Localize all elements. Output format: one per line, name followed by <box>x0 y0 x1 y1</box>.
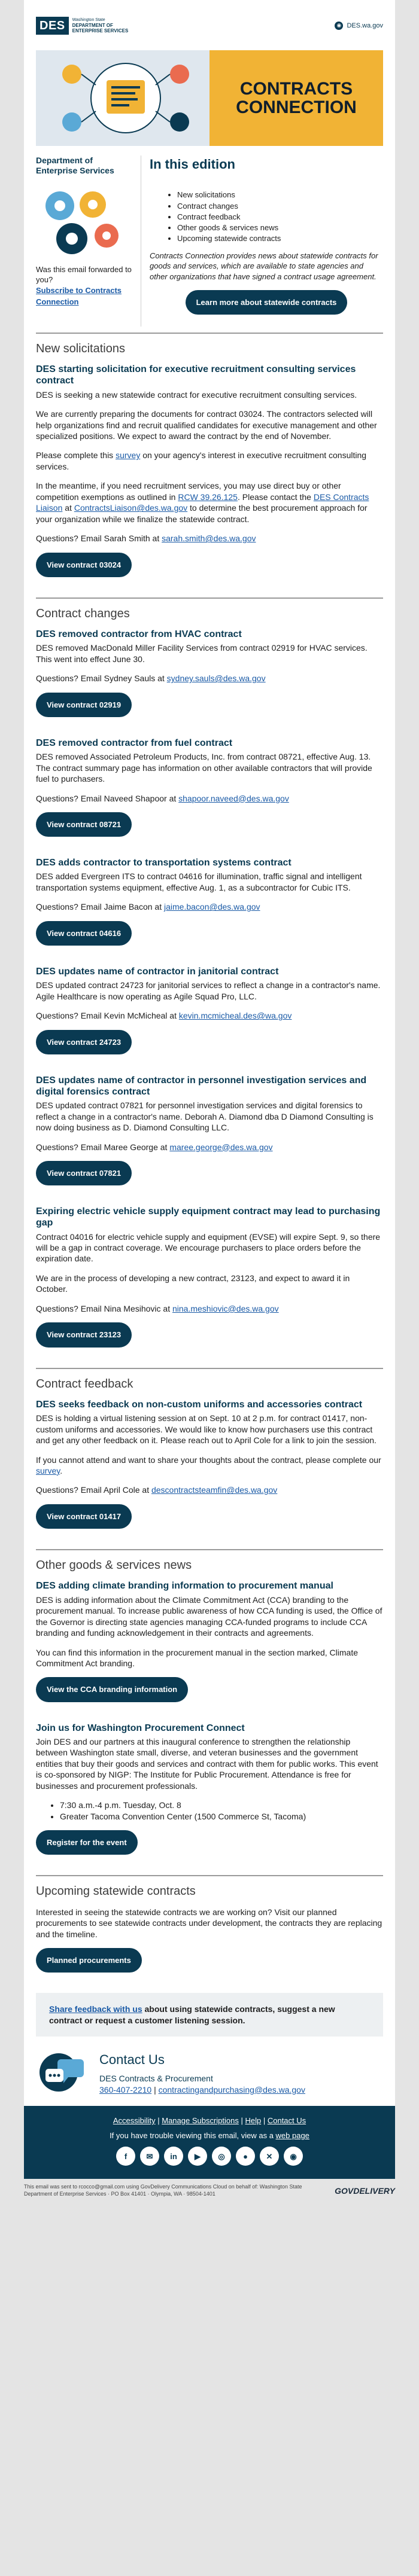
liaison-link[interactable]: DES Contracts Liaison <box>36 492 369 513</box>
des-logo-box: DES <box>36 17 69 35</box>
logo-line2: DEPARTMENT OF <box>72 23 113 29</box>
footer <box>24 2106 395 2179</box>
edition-item: • New solicitations <box>177 190 383 200</box>
edition-item: • Other goods & services news <box>177 222 383 233</box>
section-heading: New solicitations <box>36 333 383 356</box>
footer-help <box>36 2130 383 2141</box>
flickr-icon[interactable]: ● <box>236 2147 255 2166</box>
email-link[interactable]: descontractsteamfin@des.wa.gov <box>151 1485 278 1495</box>
contact-details <box>99 2051 305 2095</box>
chat-icon <box>36 2051 90 2093</box>
des-logo-text <box>72 18 129 33</box>
questions-text <box>36 901 383 912</box>
article-text: Contract 04016 for electric vehicle supply and equipment (EVSE) will expire Sept. 9, so there will be a gap in contract coverage. We encourage purchasers to place orders before the expiration date. <box>36 1231 381 1264</box>
view-contract-button[interactable]: View contract 03024 <box>36 553 132 577</box>
upcoming-section <box>24 1875 395 1973</box>
section-heading: Contract changes <box>36 597 383 621</box>
email-link[interactable]: jaime.bacon@des.wa.gov <box>164 902 260 912</box>
des-logo[interactable] <box>36 17 128 35</box>
planned-procurements-button[interactable]: Planned procurements <box>36 1948 142 1973</box>
top-bar <box>24 0 395 50</box>
article-text: We are in the process of developing a new contract, 23123, and expect to award it in October. <box>36 1273 350 1294</box>
article-text <box>36 480 383 525</box>
article-text: DES removed MacDonald Miller Facility Services from contract 02919 for HVAC services. This went into effect June 30. <box>36 643 368 664</box>
hero-title <box>236 80 357 117</box>
footer-sep: | <box>261 2116 268 2126</box>
section-heading: Other goods & services news <box>36 1549 383 1573</box>
article-title: DES removed contractor from fuel contract <box>36 738 233 749</box>
article-title: DES updates name of contractor in janitorial contract <box>36 967 279 977</box>
article-text: DES removed Associated Petroleum Products, Inc. from contract 08721, effective Aug. 13. The contract summary page has information on other available contractors that will provide fuel to purchasers. <box>36 752 372 784</box>
article-transportation <box>36 857 383 946</box>
event-details <box>60 1800 383 1822</box>
email-link[interactable]: nina.meshiovic@des.wa.gov <box>172 1303 279 1313</box>
email-link[interactable]: shapoor.naveed@des.wa.gov <box>178 793 289 803</box>
article-title: DES seeks feedback on non-custom uniforms and accessories contract <box>36 1399 363 1410</box>
article-cca-branding <box>36 1580 383 1702</box>
learn-more-button[interactable]: Learn more about statewide contracts <box>186 290 348 315</box>
footer-link-manage[interactable]: Manage Subscriptions <box>162 2116 239 2126</box>
share-feedback-text: about using statewide contracts, suggest a new contract or request a customer listening session. <box>49 2004 335 2025</box>
facebook-icon[interactable]: f <box>116 2147 135 2166</box>
hero-title-line2: CONNECTION <box>236 97 357 118</box>
text-span: Questions? Email Naveed Shapoor at <box>36 793 179 803</box>
article-janitorial <box>36 966 383 1054</box>
view-contract-button[interactable]: View contract 08721 <box>36 812 132 837</box>
article-text <box>36 450 383 472</box>
changes-section <box>24 597 395 1348</box>
section-heading: Upcoming statewide contracts <box>36 1875 383 1899</box>
view-contract-button[interactable]: View contract 24723 <box>36 1030 132 1054</box>
article-title: DES removed contractor from HVAC contract <box>36 629 242 640</box>
contact-phone-link[interactable]: 360-407-2210 <box>99 2084 152 2095</box>
footer-sep: | <box>155 2116 162 2126</box>
questions-text <box>36 673 383 684</box>
govdelivery-footer <box>24 2179 395 2209</box>
article-title: Expiring electric vehicle supply equipment contract may lead to purchasing gap <box>36 1206 381 1228</box>
article-text: Interested in seeing the statewide contracts we are working on? Visit our planned procurements to see statewide contracts under development, the contracts they are replacing and the timeline. <box>36 1907 382 1939</box>
article-title: DES adds contractor to transportation systems contract <box>36 858 292 868</box>
contact-lines <box>99 2084 305 2095</box>
threads-icon[interactable]: ◉ <box>284 2147 303 2166</box>
site-link[interactable] <box>335 22 383 31</box>
questions-text <box>36 1303 383 1314</box>
email-container <box>24 0 395 2179</box>
questions-text <box>36 1142 383 1153</box>
contact-email-link[interactable]: contractingandpurchasing@des.wa.gov <box>158 2084 305 2095</box>
view-contract-button[interactable]: View contract 23123 <box>36 1322 132 1347</box>
cca-info-button[interactable]: View the CCA branding information <box>36 1677 188 1702</box>
edition-panel <box>141 156 383 326</box>
article-uniforms <box>36 1399 383 1529</box>
article-fuel <box>36 737 383 837</box>
article-text: DES updated contract 24723 for janitorial services to reflect a change in a contractor's name. Agile Healthcare is now operating as Agile Squad Pro, LLC. <box>36 980 381 1001</box>
text-span: In the meantime, if you need recruitment services, you may use direct buy or other competition exemptions as outlined in <box>36 481 341 502</box>
youtube-icon[interactable]: ▶ <box>188 2147 207 2166</box>
text-span: to determine the best procurement approach for your organization while we finalize the statewide contract. <box>36 503 368 524</box>
questions-text <box>36 793 383 804</box>
article-text: DES is holding a virtual listening session at on Sept. 10 at 2 p.m. for contract 01417, non-custom uniforms and accessories. We would like to know how purchasers use this contract and get any other feedback on it. Please reach out to April Cole for a link to join the session. <box>36 1413 377 1446</box>
edition-item: • Contract feedback <box>177 212 383 222</box>
text-span: at <box>62 503 74 513</box>
web-page-link[interactable]: web page <box>275 2131 309 2141</box>
share-feedback-link[interactable]: Share feedback with us <box>49 2004 142 2014</box>
article-upcoming <box>36 1907 383 1973</box>
article-text <box>36 1455 383 1477</box>
email-link[interactable]: maree.george@des.wa.gov <box>169 1142 273 1152</box>
logo-line3: ENTERPRISE SERVICES <box>72 28 129 34</box>
hero-title-line1: CONTRACTS <box>239 78 353 99</box>
contact-sep: | <box>151 2084 159 2095</box>
footer-links <box>36 2115 383 2126</box>
article-title: DES starting solicitation for executive recruitment consulting services contract <box>36 364 356 386</box>
article-text: Join DES and our partners at this inaugural conference to strengthen the relationship between Washington state small, diverse, and veteran businesses and the government entities that buy their goods and services and contract with them for public works. This event is co-sponsored by NIGP: The Institute for Public Procurement. Attendance is free for businesses and procurement professionals. <box>36 1736 378 1791</box>
view-contract-button[interactable]: View contract 07821 <box>36 1161 132 1185</box>
event-location: • Greater Tacoma Convention Center (1500 Commerce St, Tacoma) <box>60 1811 383 1822</box>
footer-link-contact[interactable]: Contact Us <box>267 2116 306 2126</box>
intro-section <box>24 146 395 326</box>
article-procurement-connect <box>36 1723 383 1855</box>
view-contract-button[interactable]: View contract 01417 <box>36 1504 132 1529</box>
article-title: DES updates name of contractor in personnel investigation services and digital forensics contract <box>36 1075 367 1097</box>
text-span: If you cannot attend and want to share your thoughts about the contract, please complete our <box>36 1455 381 1465</box>
share-section <box>24 1993 395 2037</box>
other-news-section <box>24 1549 395 1855</box>
event-time: • 7:30 a.m.-4 p.m. Tuesday, Oct. 8 <box>60 1800 383 1810</box>
register-button[interactable]: Register for the event <box>36 1830 138 1855</box>
liaison-email-link[interactable]: ContractsLiaison@des.wa.gov <box>74 503 188 513</box>
edition-title: In this edition <box>150 157 235 172</box>
email-link[interactable]: kevin.mcmicheal.des@wa.gov <box>178 1011 292 1021</box>
solicitations-section <box>24 333 395 577</box>
logo-line1: Washington State <box>72 17 105 22</box>
gears-svg <box>36 182 132 260</box>
questions-text <box>36 533 383 544</box>
article-text: DES is adding information about the Climate Commitment Act (CCA) branding to the procurement manual. To increase public awareness of how CCA funding is used, the Office of the Governor is directing state agencies managing CCA-funded programs to include CCA branding and funding acknowledgement in their contracts and agreements. <box>36 1595 382 1638</box>
footer-link-accessibility[interactable]: Accessibility <box>113 2116 156 2126</box>
text-span: Questions? Email Sydney Sauls at <box>36 673 167 684</box>
article-text: DES updated contract 07821 for personnel investigation services and digital forensics to reflect a change in a contractor's name. Deborah A. Diamond dba D Diamond Consulting is now doing business as D. Diamond Consulting LLC. <box>36 1100 374 1133</box>
hero-illustration-svg <box>36 50 215 146</box>
questions-text <box>36 1484 383 1495</box>
gears-icon <box>36 182 132 260</box>
edition-list <box>177 190 383 243</box>
view-contract-button[interactable]: View contract 04616 <box>36 921 132 946</box>
article-investigation <box>36 1075 383 1185</box>
share-feedback-box <box>36 1993 383 2037</box>
text-span: Questions? Email Sarah Smith at <box>36 534 162 544</box>
edition-blurb: Contracts Connection provides news about statewide contracts for goods and services, which are available to state agencies and other organizations that have signed a contract usage agreement. <box>150 251 378 281</box>
text-span: . Please contact the <box>237 492 314 502</box>
text-span: on your agency's interest in executive recruitment consulting services. <box>36 450 367 471</box>
survey-link[interactable]: survey <box>116 450 141 461</box>
article-title: Join us for Washington Procurement Connect <box>36 1723 245 1733</box>
article-text: You can find this information in the procurement manual in the section marked, Climate Commitment Act branding. <box>36 1647 358 1668</box>
hero-banner <box>36 50 383 146</box>
dept-name: Department of Enterprise Services <box>36 156 114 176</box>
text-span: . <box>60 1465 63 1476</box>
article-text: DES is seeking a new statewide contract for executive recruitment consulting services. <box>36 389 357 400</box>
questions-text <box>36 1010 383 1021</box>
subscribe-link[interactable]: Subscribe to Contracts Connection <box>36 286 122 306</box>
email-link[interactable]: sydney.sauls@des.wa.gov <box>166 673 266 684</box>
footer-help-text: If you have trouble viewing this email, view as a <box>110 2131 276 2141</box>
text-span: Please complete this <box>36 450 116 461</box>
footer-sep: | <box>238 2116 245 2126</box>
govdelivery-disclaimer: This email was sent to rcocco@gmail.com using GovDelivery Communications Cloud on behalf of: Washington State Department of Enterprise Services · PO Box 41401 · Olympia, WA · 98504-1401 <box>24 2184 302 2197</box>
text-span: Questions? Email Nina Mesihovic at <box>36 1303 172 1313</box>
instagram-icon[interactable]: ◎ <box>212 2147 231 2166</box>
globe-icon: ◉ <box>335 22 343 30</box>
text-span: Questions? Email Kevin McMicheal at <box>36 1011 179 1021</box>
article-hvac <box>36 629 383 717</box>
article-text: DES added Evergreen ITS to contract 04616 for illumination, traffic signal and intelligent transportation systems equipment, effective Aug. 1, as a subcontractor for Cubic ITS. <box>36 871 362 892</box>
article-title: DES adding climate branding information to procurement manual <box>36 1581 333 1592</box>
article-text: We are currently preparing the documents for contract 03024. The contractors selected will help organizations find and recruit qualified candidates for executive management and other specialized positions. We expect to award the contract by the end of November. <box>36 409 377 441</box>
survey-link[interactable]: survey <box>36 1465 60 1476</box>
forwarded-text: Was this email forwarded to you? <box>36 264 132 285</box>
x-icon[interactable]: ✕ <box>260 2147 279 2166</box>
linkedin-icon[interactable]: in <box>164 2147 183 2166</box>
edition-item: • Upcoming statewide contracts <box>177 233 383 243</box>
learn-more-wrap <box>150 290 383 315</box>
text-span: Questions? Email April Cole at <box>36 1485 151 1495</box>
chat-icon-svg <box>36 2051 90 2093</box>
govdelivery-logo[interactable]: GOVDELIVERY <box>335 2186 395 2196</box>
footer-link-help[interactable]: Help <box>245 2116 262 2126</box>
contact-section <box>24 2051 395 2106</box>
edition-item: • Contract changes <box>177 201 383 211</box>
intro-sidebar <box>36 156 141 326</box>
social-icons <box>36 2147 383 2166</box>
text-span: Questions? Email Maree George at <box>36 1142 170 1152</box>
rcw-link[interactable]: RCW 39.26.125 <box>178 492 238 502</box>
section-heading: Contract feedback <box>36 1368 383 1392</box>
site-link-text: DES.wa.gov <box>347 22 383 29</box>
hero-illustration <box>36 50 215 146</box>
contact-org: DES Contracts & Procurement <box>99 2074 213 2084</box>
article-evse <box>36 1206 383 1347</box>
article-executive-recruitment <box>36 364 383 577</box>
hero-title-panel <box>210 50 383 146</box>
contact-title: Contact Us <box>99 2052 165 2068</box>
email-link[interactable]: sarah.smith@des.wa.gov <box>162 534 256 544</box>
text-span: Questions? Email Jaime Bacon at <box>36 902 164 912</box>
view-contract-button[interactable]: View contract 02919 <box>36 693 132 717</box>
email-icon[interactable]: ✉ <box>140 2147 159 2166</box>
feedback-section <box>24 1368 395 1529</box>
